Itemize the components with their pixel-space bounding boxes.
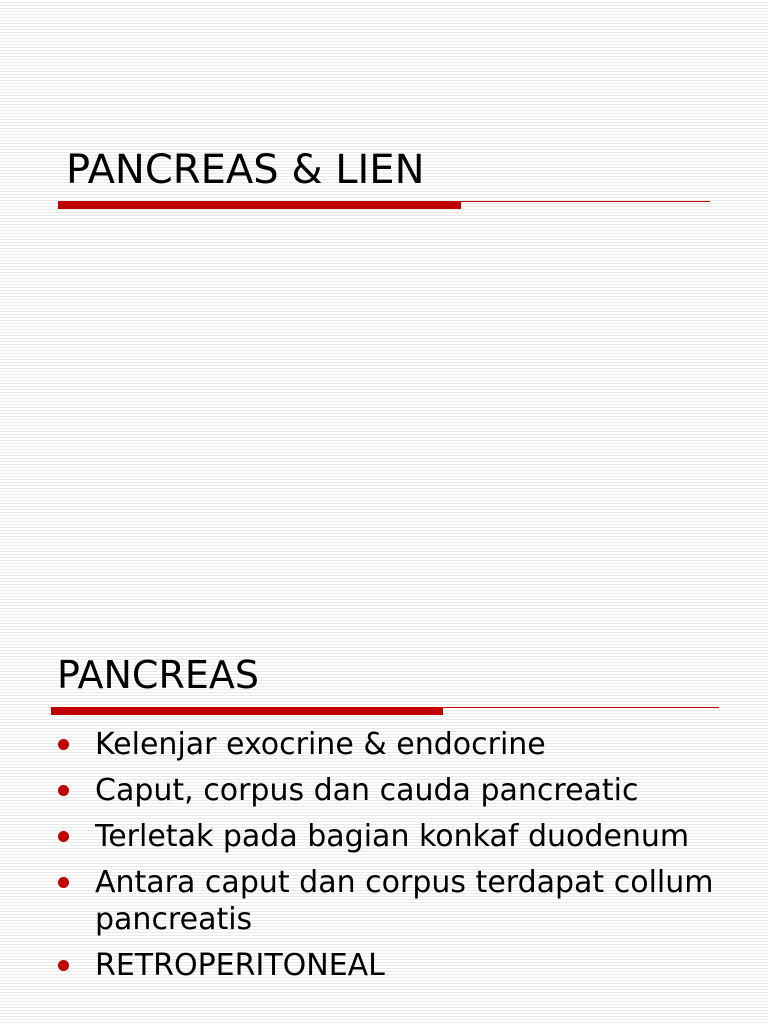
- bullet-text: Antara caput dan corpus terdapat collum pancreatis: [95, 865, 714, 937]
- bullet-dot-icon: [58, 960, 69, 971]
- content-slide: [0, 600, 768, 1024]
- bullet-dot-icon: [58, 739, 69, 750]
- title-underline-thick: [51, 707, 443, 715]
- slide-title: PANCREAS: [57, 653, 259, 697]
- bullet-dot-icon: [58, 785, 69, 796]
- bullet-text: Terletak pada bagian konkaf duodenum: [95, 819, 690, 854]
- slide-title: PANCREAS & LIEN: [66, 147, 425, 193]
- bullet-item: [50, 818, 740, 855]
- bullet-item: [50, 726, 740, 763]
- bullet-list: [50, 726, 740, 993]
- bullet-text: Caput, corpus dan cauda pancreatic: [95, 773, 639, 808]
- bullet-dot-icon: [58, 831, 69, 842]
- title-underline-thick: [58, 201, 461, 209]
- bullet-item: [50, 772, 740, 809]
- bullet-item: [50, 864, 740, 938]
- bullet-item: [50, 947, 740, 984]
- bullet-dot-icon: [58, 877, 69, 888]
- bullet-text: RETROPERITONEAL: [95, 948, 385, 983]
- bullet-text: Kelenjar exocrine & endocrine: [95, 727, 546, 762]
